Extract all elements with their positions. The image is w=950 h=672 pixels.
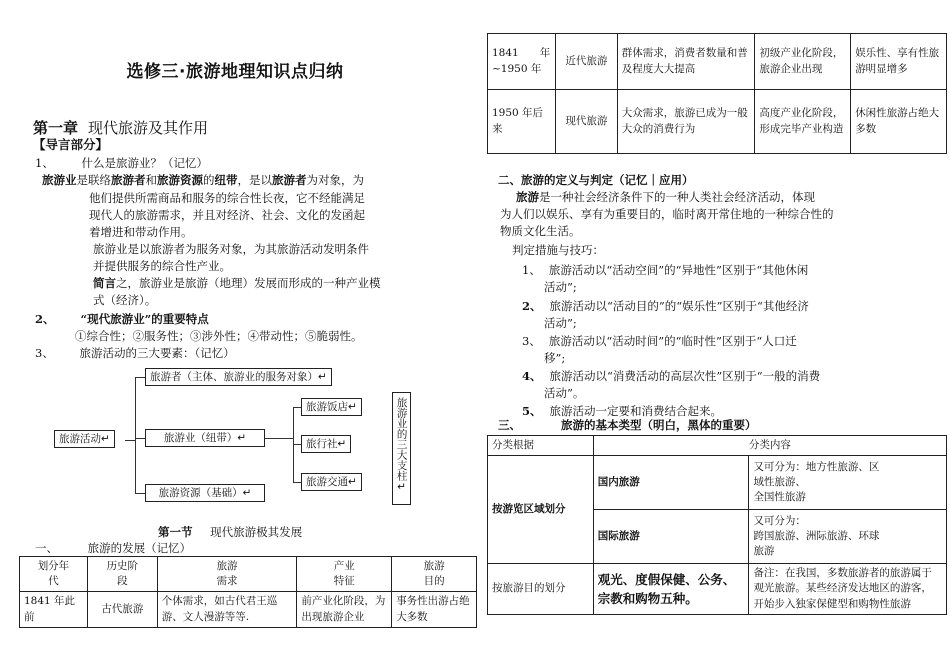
definition-keyword: 旅游业 [42,173,77,187]
international-tourism: 国际旅游 [593,510,749,564]
table-row [488,90,947,154]
international-subtypes: 又可分为： 跨国旅游、洲际旅游、环球 旅游 [749,510,947,564]
definition-keyword: 旅游者 [111,173,146,187]
section-3-text: 旅游的基本类型（明白，黑体的重要） [561,418,757,432]
table-cell: 近代旅游 [555,34,617,90]
section-1-heading [158,524,302,541]
judge-heading: 判定措施与技巧： [512,243,604,257]
diagram-connector [135,377,136,493]
diagram-resource: 旅游资源（基础）↵ [145,484,265,502]
header-cell: 划分年 代 [20,557,88,592]
definition-line-4: 着增进和带动作用。 [89,225,193,239]
domestic-tourism: 国内旅游 [593,456,749,510]
tourism-definition-line-3: 物质文化生活。 [500,224,581,238]
diagram-tourist: 旅游者（主体、旅游业的服务对象）↵ [145,368,332,386]
table-cell: 1950 年后来 [488,90,556,154]
table-row [488,564,947,615]
section-1-question-num: 一、 [35,541,58,555]
table-header-row [488,436,947,456]
table-cell: 高度产业化阶段，形成完毕产业构造 [755,90,851,154]
diagram-connector [135,438,145,439]
question-1-num: 1、 [35,156,54,170]
question-2 [35,311,209,328]
table-cell: 前产业化阶段，为出现旅游企业 [297,592,392,627]
question-3-num: 3、 [35,346,54,360]
page-title: 选修三·旅游地理知识点归纳 [126,62,344,82]
definition-text: 为对象，为 [306,173,364,187]
purpose-note: 备注：在我国，多数旅游者的旅游属于观光旅游。某些经济发达地区的游客，开始步入独家保健型和购物性旅游 [749,564,947,615]
section-1-name: 现代旅游极其发展 [210,525,303,539]
question-2-text: “现代旅游业”的重要特点 [80,312,209,326]
judge-item-num: 4、 [522,369,542,383]
diagram-transport: 旅游交通↵ [301,473,362,491]
judge-item-continuation: 活动”; [544,316,577,330]
table-cell: 1841 年~1950 年 [488,34,556,90]
chapter-name: 现代旅游及其作用 [88,119,209,137]
diagram-agency: 旅行社↵ [301,435,351,453]
diagram-connector [293,482,301,483]
definition-text: ，是以 [237,173,272,187]
tourism-term: 旅游 [516,190,539,204]
diagram-pillars: 旅游业的三大支柱↵ [392,392,411,505]
judge-item [522,298,809,315]
question-1 [35,155,208,172]
definition-line-1 [42,172,364,189]
definition-text: 和 [145,173,157,187]
header-cell: 历史阶 段 [87,557,157,592]
section-3-num: 三、 [498,418,521,432]
category-purpose: 按旅游目的划分 [488,564,594,615]
table-cell: 娱乐性、享有性旅游明显增多 [851,34,947,90]
table-row [20,592,477,627]
header-cell: 旅游 目的 [392,557,477,592]
development-table-continued [487,33,947,154]
types-table [487,435,947,615]
judge-item-text: 旅游活动以“消费活动的高层次性”区别于“一般的消费 [549,369,821,383]
header-cell: 分类内容 [593,436,946,456]
header-cell: 旅游 需求 [157,557,297,592]
header-cell: 产业 特征 [297,557,392,592]
category-area: 按游览区域划分 [488,456,594,564]
definition-keyword: 纽带 [214,173,238,187]
intro-label: 【导言部分】 [33,137,109,152]
section-2-heading: 二、旅游的定义与判定（记忆｜应用） [498,173,694,187]
question-3 [35,345,235,362]
judge-item-continuation: 活动”。 [544,386,585,400]
table-row [488,34,947,90]
judge-item-text: 旅游活动一定要和消费结合起来。 [549,404,723,418]
judge-item-num: 1、 [522,263,541,277]
definition-line-2: 他们提供所需商品和服务的综合性长夜，它不经能满足 [89,191,365,205]
table-cell: 1841 年此前 [20,592,88,627]
section-1-question-text: 旅游的发展（记忆） [87,541,192,555]
definition-text: 的 [203,173,215,187]
definition-line-6: 并提供服务的综合性产业。 [93,259,231,273]
judge-item [522,262,808,279]
definition-emphasis: 简言 [93,276,116,290]
table-header-row [20,557,477,592]
tourism-definition-line-2: 为人们以娱乐、享有为重要目的，临时离开常住地的一种综合性的 [500,207,834,221]
judge-item-num: 2、 [522,299,542,313]
table-cell: 休闲性旅游占绝大多数 [851,90,947,154]
definition-line-3: 现代人的旅游需求，并且对经济、社会、文化的发函起 [89,208,365,222]
table-cell: 群体需求，消费者数量和普及程度大大提高 [617,34,755,90]
diagram-connector [265,438,293,439]
judge-item-text: 旅游活动以“活动空间”的“异地性”区别于“其他休闲 [548,263,809,277]
features-list: ①综合性；②服务性；③涉外性；④带动性；⑤脆弱性。 [75,329,363,343]
definition-keyword: 旅游资源 [157,173,203,187]
domestic-subtypes: 又可分为：地方性旅游、区 域性旅游、 全国性旅游 [749,456,947,510]
header-cell: 分类根据 [488,436,594,456]
diagram-connector [293,444,301,445]
table-cell: 大众需求，旅游已成为一般大众的消费行为 [617,90,755,154]
definition-line-7: 简言之，旅游业是旅游（地理）发展而形成的一种产业模 [93,276,381,290]
purpose-types: 观光、度假保健、公务、宗教和购物五种。 [593,564,749,615]
judge-item-continuation: 活动”; [544,280,577,294]
judge-item-num: 5、 [522,404,542,418]
judge-item-num: 3、 [522,334,541,348]
diagram-connector [125,440,135,441]
section-1-label: 第一节 [158,525,193,539]
table-cell: 古代旅游 [87,592,157,627]
table-row [488,456,947,510]
judge-item-text: 旅游活动以“活动目的”的“娱乐性”区别于“其他经济 [549,299,809,313]
table-cell: 现代旅游 [555,90,617,154]
question-1-text: 什么是旅游业？（记忆） [81,156,208,170]
question-3-text: 旅游活动的三大要素：（记忆） [79,346,235,360]
development-table [19,556,477,628]
definition-line-8: 式（经济）。 [93,293,157,307]
question-2-num: 2、 [35,312,55,326]
definition-text: 是联络 [76,173,111,187]
section-1-question [35,540,191,557]
diagram-connector [135,493,145,494]
diagram-industry: 旅游业（纽带）↵ [145,429,265,447]
table-cell: 事务性出游占绝大多数 [392,592,477,627]
table-cell: 个体需求，如古代君王巡游、文人漫游等等. [157,592,297,627]
chapter-label: 第一章 [33,119,79,137]
diagram-root: 旅游活动↵ [54,430,115,448]
diagram-connector [135,377,145,378]
table-cell: 初级产业化阶段，旅游企业出现 [755,34,851,90]
judge-item [522,333,797,350]
tourism-definition-line-1: 旅游是一种社会经济条件下的一种人类社会经济活动，体现 [516,190,815,204]
definition-line-5: 旅游业是以旅游者为服务对象，为其旅游活动发明条件 [93,242,369,256]
section-3-heading [498,417,757,434]
definition-keyword: 旅游者 [272,173,307,187]
judge-item-continuation: 移”; [544,351,566,365]
judge-item [522,368,820,385]
judge-item-text: 旅游活动以“活动时间”的“临时性”区别于“人口迁 [548,334,797,348]
diagram-connector [293,407,301,408]
diagram-hotel: 旅游饭店↵ [301,398,362,416]
